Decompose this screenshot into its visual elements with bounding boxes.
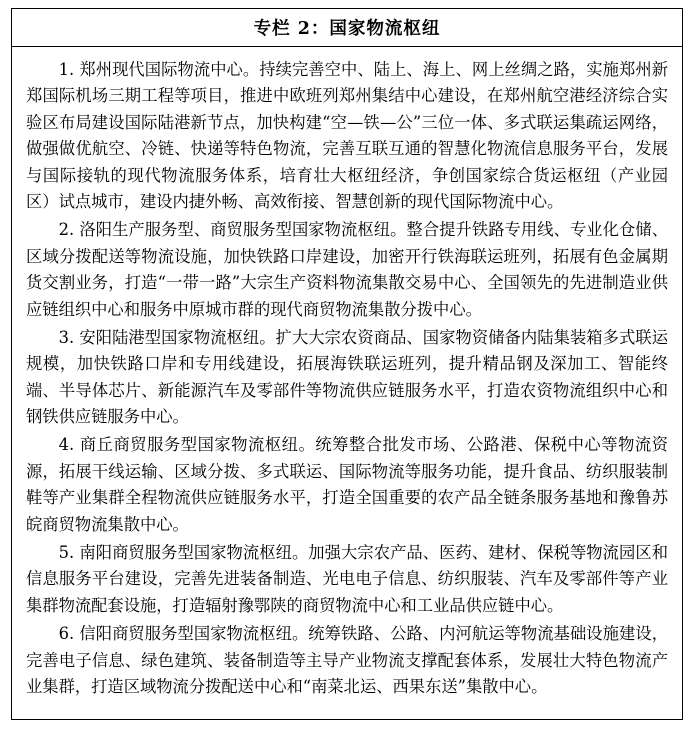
paragraph: 4. 商丘商贸服务型国家物流枢纽。统筹整合批发市场、公路港、保税中心等物流资源，拓展干线运输、区域分拨、多式联运、国际物流等服务功能，提升食品、纺织服装制鞋等产业集群全程物流供应链服务水平，打造全国重要的农产品全链条服务基地和豫鲁苏皖商贸物流集散中心。 — [26, 435, 668, 534]
paragraph: 3. 安阳陆港型国家物流枢纽。扩大大宗农资商品、国家物资储备内陆集装箱多式联运规模，加快铁路口岸和专用线建设，拓展海铁联运班列，提升精品钢及深加工、智能终端、半导体芯片、新能源汽车及零部件等物流供应链服务水平，打造农资物流组织中心和钢铁供应链服务中心。 — [26, 327, 668, 427]
feature-box — [11, 8, 683, 720]
paragraph: 6. 信阳商贸服务型国家物流枢纽。统筹铁路、公路、内河航运等物流基础设施建设，完善电子信息、绿色建筑、装备制造等主导产业物流支撑配套体系，发展壮大特色物流产业集群，打造区域物流分拨配送中心和“南菜北运、西果东送”集散中心。 — [26, 624, 668, 696]
paragraph: 2. 洛阳生产服务型、商贸服务型国家物流枢纽。整合提升铁路专用线、专业化仓储、区域分拨配送等物流设施，加快铁路口岸建设，加密开行铁海联运班列，拓展有色金属期货交割业务，打造“一带一路”大宗生产资料物流集散交易中心、全国领先的先进制造业供应链组织中心和服务中原城市群的现代商贸物流集散分拨中心。 — [26, 220, 668, 319]
box-title: 专栏 2：国家物流枢纽 — [253, 19, 441, 39]
paragraph: 1. 郑州现代国际物流中心。持续完善空中、陆上、海上、网上丝绸之路，实施郑州新郑国际机场三期工程等项目，推进中欧班列郑州集结中心建设，在郑州航空港经济综合实验区布局建设国际陆港新节点，加快构建“空—铁—公”三位一体、多式联运集疏运网络，做强做优航空、冷链、快递等特色物流，完善互联互通的智慧化物流信息服务平台，发展与国际接轨的现代物流服务体系，培育壮大枢纽经济，争创国家综合货运枢纽（产业园区）试点城市，建设内捷外畅、高效衔接、智慧创新的现代国际物流中心。 — [26, 60, 668, 211]
box-body — [12, 47, 682, 706]
paragraph: 5. 南阳商贸服务型国家物流枢纽。加强大宗农产品、医药、建材、保税等物流园区和信息服务平台建设，完善先进装备制造、光电电子信息、纺织服装、汽车及零部件等产业集群物流配套设施，打造辐射豫鄂陕的商贸物流中心和工业品供应链中心。 — [26, 543, 668, 615]
box-title-band — [12, 9, 682, 47]
